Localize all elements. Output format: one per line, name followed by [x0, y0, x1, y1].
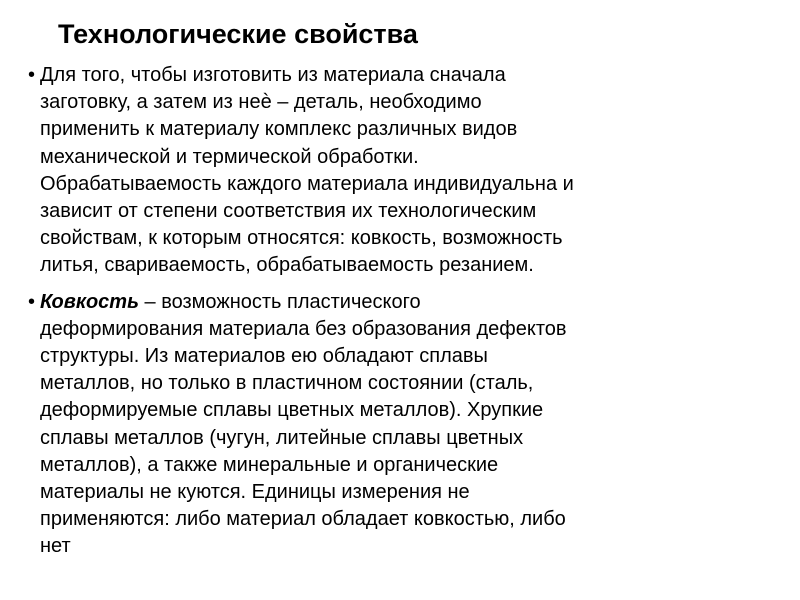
text-line: нет — [40, 535, 71, 558]
slide-content — [28, 62, 780, 570]
bullet-marker: • — [28, 64, 36, 86]
text-line: сплавы металлов (чугун, литейные сплавы цветных — [40, 426, 524, 449]
slide-title: Технологические свойства — [58, 19, 418, 49]
text-line: Для того, чтобы изготовить из материала сначала — [40, 64, 506, 86]
text-line: зависит от степени соответствия их технологическим — [40, 200, 537, 223]
text-line: применить к материалу комплекс различных видов — [40, 118, 518, 141]
text-line: свойствам, к которым относятся: ковкость, возможность — [40, 227, 563, 250]
text-line: применяются: либо материал обладает ковкостью, либо — [40, 508, 566, 531]
text-line: литья, свариваемость, обрабатываемость резанием. — [40, 254, 534, 277]
text-line: механической и термической обработки. — [40, 145, 419, 168]
text-line: заготовку, а затем из неѐ – деталь, необходимо — [40, 91, 482, 114]
bullet-marker: • — [28, 290, 36, 313]
term-definition-start: – возможность пластического — [138, 290, 421, 313]
text-line: металлов), а также минеральные и органические — [40, 453, 499, 476]
text-line: деформируемые сплавы цветных металлов). Хрупкие — [40, 399, 544, 422]
paragraph-forgeability — [28, 289, 780, 561]
text-line: Обрабатываемость каждого материала индивидуальна и — [40, 172, 574, 195]
term-forgeability: Ковкость — [40, 290, 139, 313]
text-line: деформирования материала без образования дефектов — [40, 317, 567, 340]
text-line: материалы не куются. Единицы измерения не — [40, 481, 470, 504]
text-line: металлов, но только в пластичном состоянии (сталь, — [40, 372, 534, 395]
text-line: структуры. Из материалов ею обладают сплавы — [40, 345, 488, 368]
text-line — [40, 289, 780, 316]
paragraph-processing — [28, 62, 780, 280]
